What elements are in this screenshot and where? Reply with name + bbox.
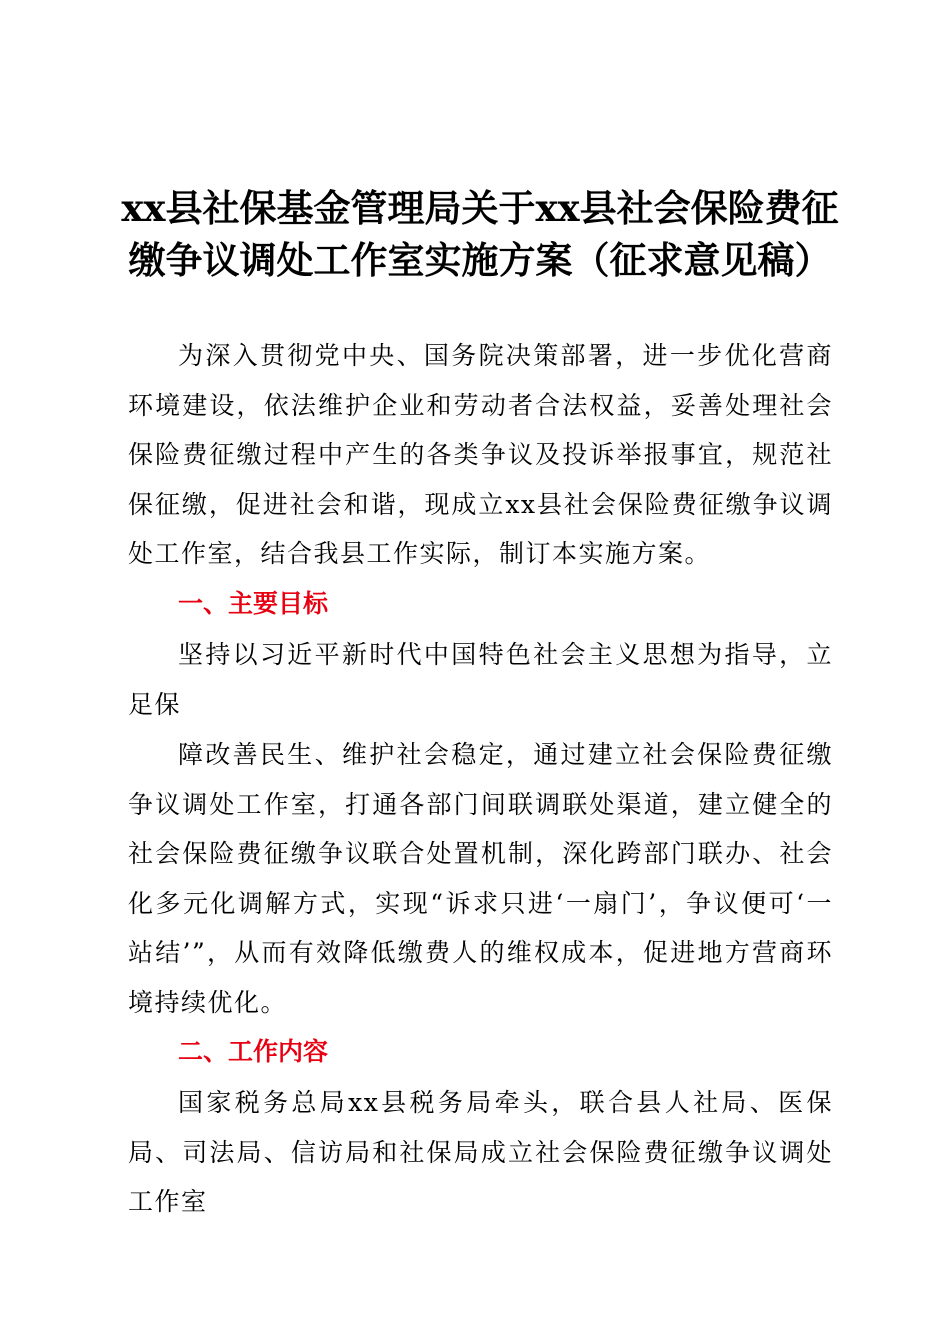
section1-paragraph-a: 坚持以习近平新时代中国特色社会主义思想为指导，立足保 bbox=[128, 640, 833, 719]
section1-paragraph-b: 障改善民生、维护社会稳定，通过建立社会保险费征缴争议调处工作室，打通各部门间联调联处渠道，建立健全的社会保险费征缴争议联合处置机制，深化跨部门联办、社会化多元化调解方式，实现“诉求只进‘一扇门’，争议便可‘一站结’”，从而有效降低缴费人的维权成本，促进地方营商环境持续优化。 bbox=[128, 740, 833, 1017]
intro-paragraph: 为深入贯彻党中央、国务院决策部署，进一步优化营商环境建设，依法维护企业和劳动者合法权益，妥善处理社会保险费征缴过程中产生的各类争议及投诉举报事宜，规范社保征缴，促进社会和谐，现成立xx县社会保险费征缴争议调处工作室，结合我县工作实际，制订本实施方案。 bbox=[128, 341, 833, 568]
section1-heading: 一、主要目标 bbox=[178, 589, 329, 618]
section2-paragraph: 国家税务总局xx县税务局牵头，联合县人社局、医保局、司法局、信访局和社保局成立社会保险费征缴争议调处工作室 bbox=[128, 1088, 833, 1216]
section1-block bbox=[128, 630, 833, 729]
section1-block-b bbox=[128, 730, 833, 1027]
title-line-2: 缴争议调处工作室实施方案（征求意见稿） bbox=[128, 238, 832, 282]
document-title bbox=[120, 182, 840, 286]
intro-block bbox=[128, 331, 833, 579]
section2-heading: 二、工作内容 bbox=[178, 1037, 329, 1066]
section2-block bbox=[128, 1078, 833, 1227]
title-line-1: xx县社保基金管理局关于xx县社会保险费征 bbox=[121, 186, 839, 230]
